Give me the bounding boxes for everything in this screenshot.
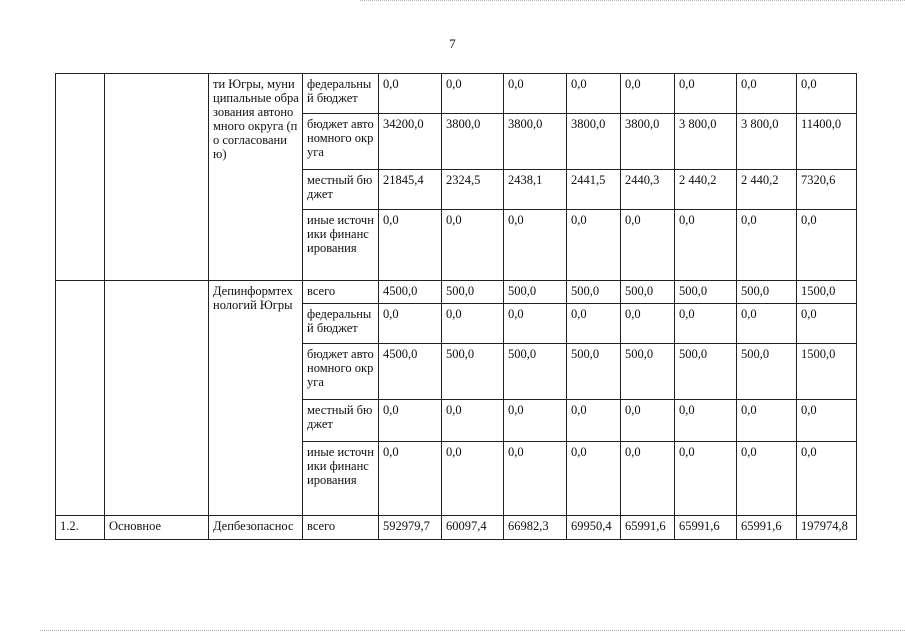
amount-cell: 0,0 [675, 442, 737, 516]
amount-cell: 0,0 [797, 442, 857, 516]
funding-source-cell: федеральный бюджет [303, 74, 379, 114]
amount-cell: 0,0 [797, 210, 857, 281]
amount-cell: 11400,0 [797, 114, 857, 170]
amount-cell: 3800,0 [621, 114, 675, 170]
funding-source-cell: всего [303, 281, 379, 304]
amount-cell: 7320,6 [797, 170, 857, 210]
amount-cell: 0,0 [567, 74, 621, 114]
amount-cell: 0,0 [621, 400, 675, 442]
amount-cell: 2 440,2 [737, 170, 797, 210]
amount-cell: 65991,6 [675, 516, 737, 540]
amount-cell: 65991,6 [621, 516, 675, 540]
amount-cell: 500,0 [442, 281, 504, 304]
amount-cell: 500,0 [442, 344, 504, 400]
table-row [56, 281, 857, 304]
amount-cell: 2441,5 [567, 170, 621, 210]
amount-cell: 0,0 [442, 442, 504, 516]
amount-cell: 592979,7 [379, 516, 442, 540]
amount-cell: 0,0 [621, 210, 675, 281]
amount-cell: 4500,0 [379, 281, 442, 304]
scan-edge-top [360, 0, 905, 4]
amount-cell: 0,0 [379, 400, 442, 442]
amount-cell: 2324,5 [442, 170, 504, 210]
amount-cell: 0,0 [737, 74, 797, 114]
amount-cell: 0,0 [675, 304, 737, 344]
table-row [56, 74, 857, 114]
amount-cell: 0,0 [797, 400, 857, 442]
funding-source-cell: федеральный бюджет [303, 304, 379, 344]
amount-cell: 65991,6 [737, 516, 797, 540]
scan-edge-bottom [40, 630, 905, 634]
amount-cell: 3 800,0 [737, 114, 797, 170]
amount-cell: 2440,3 [621, 170, 675, 210]
amount-cell: 0,0 [504, 442, 567, 516]
table-row [56, 516, 857, 540]
funding-source-cell: местный бюджет [303, 170, 379, 210]
amount-cell: 0,0 [737, 400, 797, 442]
funding-source-cell: всего [303, 516, 379, 540]
amount-cell: 500,0 [567, 281, 621, 304]
amount-cell: 0,0 [442, 210, 504, 281]
amount-cell: 60097,4 [442, 516, 504, 540]
amount-cell: 500,0 [675, 281, 737, 304]
amount-cell: 3800,0 [442, 114, 504, 170]
amount-cell: 3800,0 [504, 114, 567, 170]
funding-source-cell: иные источники финансирования [303, 442, 379, 516]
amount-cell: 0,0 [737, 304, 797, 344]
amount-cell: 0,0 [621, 304, 675, 344]
amount-cell: 500,0 [621, 281, 675, 304]
amount-cell: 197974,8 [797, 516, 857, 540]
funding-source-cell: бюджет автономного округа [303, 114, 379, 170]
funding-source-cell: бюджет автономного округа [303, 344, 379, 400]
funding-source-cell: местный бюджет [303, 400, 379, 442]
amount-cell: 0,0 [621, 442, 675, 516]
row-number-cell [56, 74, 105, 281]
amount-cell: 69950,4 [567, 516, 621, 540]
amount-cell: 0,0 [442, 400, 504, 442]
amount-cell: 500,0 [621, 344, 675, 400]
amount-cell: 2438,1 [504, 170, 567, 210]
executor-cell: Депинформтехнологий Югры [209, 281, 303, 516]
executor-cell: Депбезопаснос [209, 516, 303, 540]
row-number-cell [56, 281, 105, 516]
amount-cell: 500,0 [504, 281, 567, 304]
budget-table [55, 73, 857, 540]
measure-name-cell [105, 74, 209, 281]
amount-cell: 34200,0 [379, 114, 442, 170]
amount-cell: 0,0 [567, 304, 621, 344]
amount-cell: 0,0 [442, 74, 504, 114]
amount-cell: 0,0 [797, 304, 857, 344]
amount-cell: 0,0 [379, 210, 442, 281]
amount-cell: 0,0 [797, 74, 857, 114]
amount-cell: 0,0 [379, 442, 442, 516]
amount-cell: 0,0 [567, 210, 621, 281]
amount-cell: 500,0 [737, 344, 797, 400]
amount-cell: 0,0 [675, 210, 737, 281]
amount-cell: 4500,0 [379, 344, 442, 400]
amount-cell: 0,0 [504, 304, 567, 344]
amount-cell: 0,0 [379, 74, 442, 114]
amount-cell: 66982,3 [504, 516, 567, 540]
measure-name-cell [105, 281, 209, 516]
amount-cell: 0,0 [737, 210, 797, 281]
executor-cell: ти Югры, муниципальные образования автономного округа (по согласованию) [209, 74, 303, 281]
amount-cell: 0,0 [675, 400, 737, 442]
amount-cell: 500,0 [737, 281, 797, 304]
budget-table-body [56, 74, 857, 540]
amount-cell: 0,0 [504, 210, 567, 281]
funding-source-cell: иные источники финансирования [303, 210, 379, 281]
amount-cell: 0,0 [504, 74, 567, 114]
amount-cell: 1500,0 [797, 281, 857, 304]
amount-cell: 0,0 [567, 400, 621, 442]
amount-cell: 0,0 [567, 442, 621, 516]
amount-cell: 500,0 [675, 344, 737, 400]
amount-cell: 0,0 [621, 74, 675, 114]
measure-name-cell: Основное [105, 516, 209, 540]
amount-cell: 0,0 [504, 400, 567, 442]
amount-cell: 21845,4 [379, 170, 442, 210]
page-number: 7 [449, 36, 456, 51]
amount-cell: 500,0 [504, 344, 567, 400]
amount-cell: 3800,0 [567, 114, 621, 170]
amount-cell: 0,0 [379, 304, 442, 344]
amount-cell: 1500,0 [797, 344, 857, 400]
amount-cell: 0,0 [737, 442, 797, 516]
amount-cell: 3 800,0 [675, 114, 737, 170]
amount-cell: 500,0 [567, 344, 621, 400]
amount-cell: 0,0 [442, 304, 504, 344]
amount-cell: 2 440,2 [675, 170, 737, 210]
row-number-cell: 1.2. [56, 516, 105, 540]
amount-cell: 0,0 [675, 74, 737, 114]
